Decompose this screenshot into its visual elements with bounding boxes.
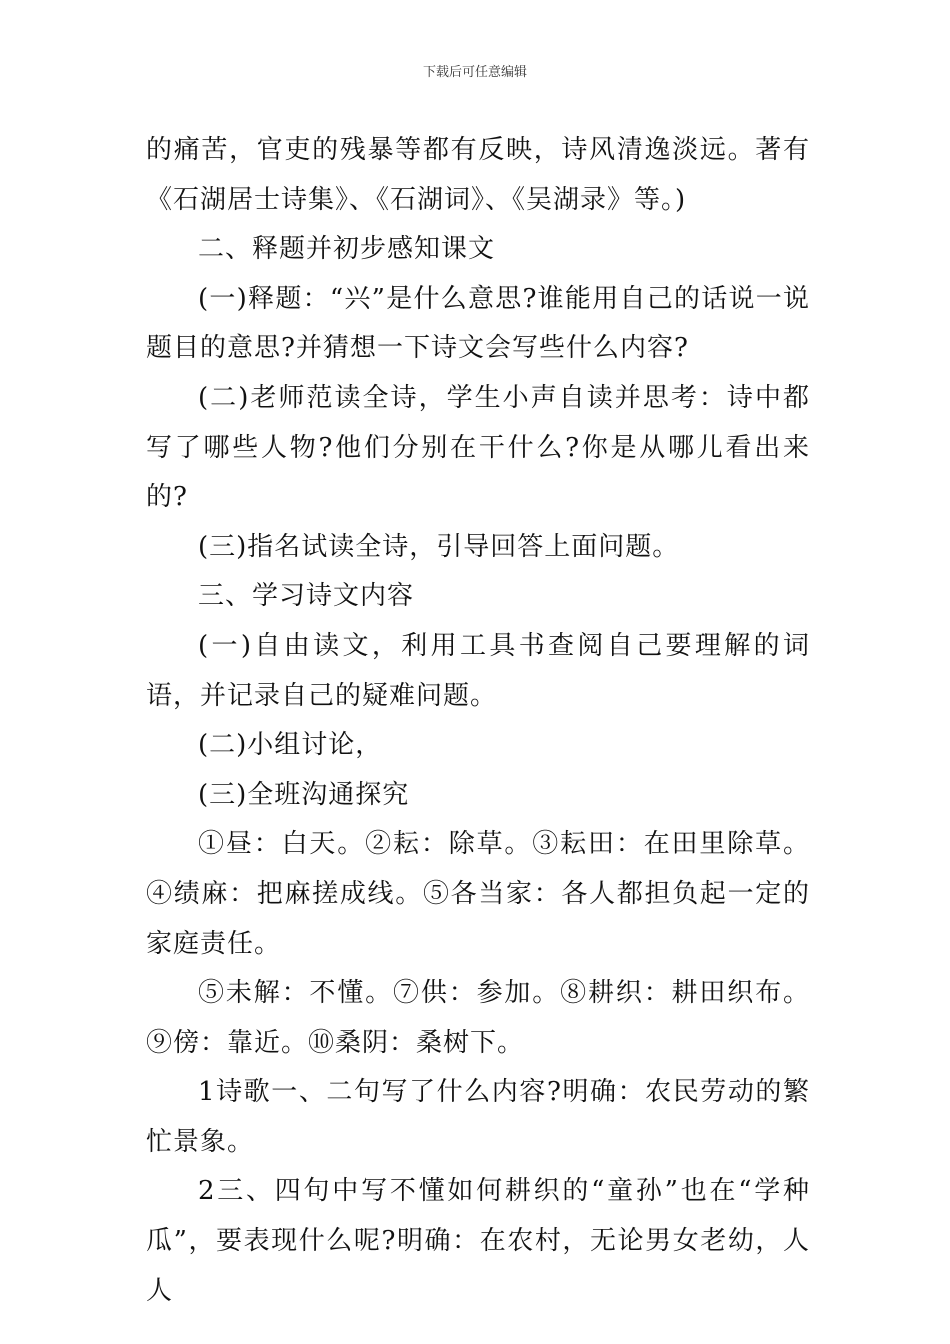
question-paragraph: 1诗歌一、二句写了什么内容?明确：农民劳动的繁忙景象。	[146, 1077, 810, 1157]
paragraph: (一)释题：“兴”是什么意思?谁能用自己的话说一说题目的意思?并猜想一下诗文会写些什么内容?	[146, 283, 810, 364]
question-paragraph: 2三、四句中写不懂如何耕织的“童孙”也在“学种瓜”，要表现什么呢?明确：在农村，无论男女老幼，人人	[146, 1176, 810, 1306]
document-body	[146, 126, 810, 1316]
glossary-paragraph: ①昼：白天。②耘：除草。③耘田：在田里除草。④绩麻：把麻搓成线。⑤各当家：各人都担负起一定的家庭责任。	[146, 829, 810, 959]
paragraph-continuation: 的痛苦，官吏的残暴等都有反映，诗风清逸淡远。著有《石湖居士诗集》、《石湖词》、《吴湖录》等。)	[146, 135, 810, 215]
page-header: 下载后可任意编辑	[422, 65, 527, 80]
paragraph: (二)小组讨论，	[198, 730, 383, 761]
section-heading-2: 二、释题并初步感知课文	[198, 234, 496, 265]
paragraph: (三)指名试读全诗，引导回答上面问题。	[198, 531, 680, 562]
glossary-paragraph: ⑤未解：不懂。⑦供：参加。⑧耕织：耕田织布。⑨傍：靠近。⑩桑阴：桑树下。	[146, 978, 810, 1058]
paragraph: (一)自由读文，利用工具书查阅自己要理解的词语，并记录自己的疑难问题。	[146, 630, 810, 711]
paragraph: (三)全班沟通探究	[198, 779, 410, 810]
section-heading-3: 三、学习诗文内容	[198, 581, 415, 612]
paragraph: (二)老师范读全诗，学生小声自读并思考：诗中都写了哪些人物?他们分别在干什么?你是从哪儿看出来的?	[146, 382, 810, 513]
